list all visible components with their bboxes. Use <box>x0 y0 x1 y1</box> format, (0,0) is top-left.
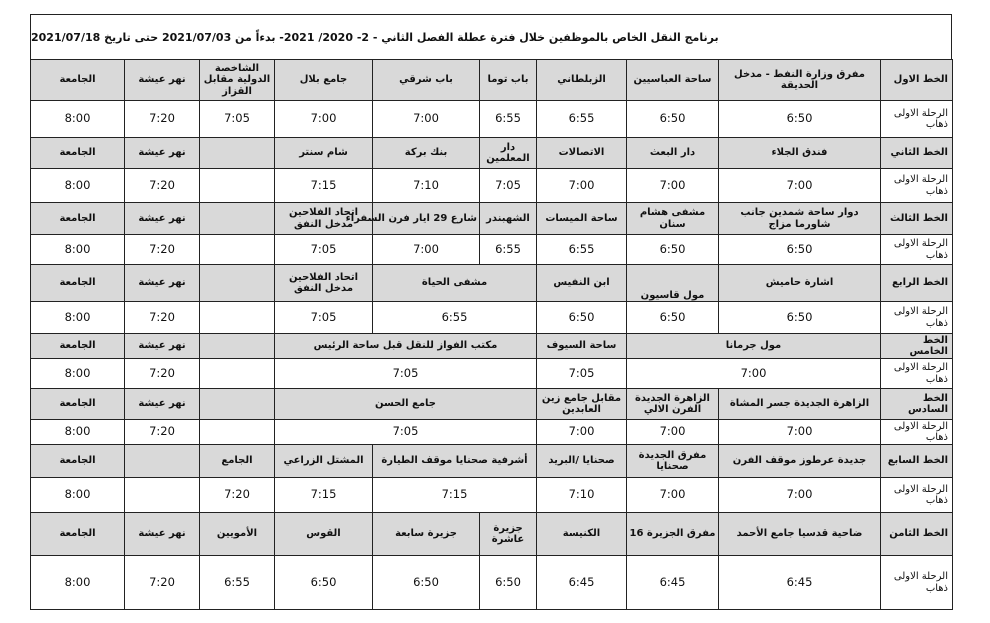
stop-cell: مفرق وزارة النفط - مدخل الحديقة <box>719 60 881 101</box>
stop-cell: الجامعة <box>31 334 125 359</box>
time-cell: 6:50 <box>480 556 537 610</box>
line-2-times-row <box>31 169 953 203</box>
time-cell: 7:20 <box>200 478 275 513</box>
time-cell: 7:20 <box>125 556 200 610</box>
line-7-times-row <box>31 478 953 513</box>
time-cell: 6:50 <box>627 235 719 265</box>
stop-cell: نهر عيشة <box>125 203 200 235</box>
stop-cell <box>125 445 200 478</box>
stop-cell: ساحة السيوف <box>537 334 627 359</box>
stop-cell: باب توما <box>480 60 537 101</box>
stop-cell: الجامعة <box>31 203 125 235</box>
stop-cell <box>200 389 275 420</box>
stop-cell: دار المعلمين <box>480 138 537 169</box>
line-1-stops-row <box>31 60 953 101</box>
stop-cell: جزيرة سابعة <box>373 513 480 556</box>
time-cell: 6:45 <box>627 556 719 610</box>
stop-cell: مفرق الجديدة صحنايا <box>627 445 719 478</box>
line-6-times-row <box>31 420 953 445</box>
stop-cell: مفرق الجزيرة 16 <box>627 513 719 556</box>
time-cell: 6:55 <box>200 556 275 610</box>
stop-cell: الجامع <box>200 445 275 478</box>
stop-cell: ساحة الميسات <box>537 203 627 235</box>
stop-cell: الكنيسة <box>537 513 627 556</box>
line-name: الخط الثاني <box>881 138 953 169</box>
time-cell: 6:55 <box>537 101 627 138</box>
stop-cell: الزبلطاني <box>537 60 627 101</box>
time-cell: 8:00 <box>31 101 125 138</box>
time-cell: 7:15 <box>275 169 373 203</box>
stop-cell: الزاهرة الجديدة الفرن الالي <box>627 389 719 420</box>
stop-cell: مول قاسيون <box>627 265 719 302</box>
line-7-stops-row <box>31 445 953 478</box>
time-cell: 6:50 <box>719 302 881 334</box>
line-8-stops-row <box>31 513 953 556</box>
time-cell: 6:50 <box>627 101 719 138</box>
stop-cell: جزيرة عاشرة <box>480 513 537 556</box>
stop-cell: نهر عيشة <box>125 334 200 359</box>
trip-label: الرحلة الاولى ذهاب <box>881 420 953 445</box>
line-5-stops-row <box>31 334 953 359</box>
time-cell: 7:20 <box>125 359 200 389</box>
time-cell: 7:00 <box>627 169 719 203</box>
time-cell: 7:10 <box>537 478 627 513</box>
line-4-stops-row <box>31 265 953 302</box>
stop-cell: مشفى هشام سنان <box>627 203 719 235</box>
stop-cell: جديدة عرطوز موقف الفرن <box>719 445 881 478</box>
time-cell <box>200 302 275 334</box>
line-2-stops-row <box>31 138 953 169</box>
line-name: الخط الخامس <box>881 334 953 359</box>
stop-cell: الزاهرة الجديدة جسر المشاة <box>719 389 881 420</box>
line-3-stops-row <box>31 203 953 235</box>
time-cell: 7:00 <box>627 420 719 445</box>
time-cell: 7:20 <box>125 420 200 445</box>
stop-cell: صحنايا /البريد <box>537 445 627 478</box>
stop-cell: جامع الحسن <box>275 389 537 420</box>
stop-cell: دوار ساحة شمدين جانب شاورما مزاج <box>719 203 881 235</box>
trip-label: الرحلة الاولى ذهاب <box>881 556 953 610</box>
time-cell <box>200 420 275 445</box>
stop-cell <box>200 334 275 359</box>
line-name: الخط السابع <box>881 445 953 478</box>
stop-cell <box>200 203 275 235</box>
time-cell: 7:05 <box>275 359 537 389</box>
time-cell: 6:50 <box>373 556 480 610</box>
line-name: الخط الاول <box>881 60 953 101</box>
trip-label: الرحلة الاولى ذهاب <box>881 478 953 513</box>
time-cell: 6:55 <box>480 235 537 265</box>
line-8-times-row <box>31 556 953 610</box>
line-name: الخط الثالث <box>881 203 953 235</box>
trip-label: الرحلة الاولى ذهاب <box>881 235 953 265</box>
time-cell: 8:00 <box>31 235 125 265</box>
time-cell: 7:20 <box>125 101 200 138</box>
stop-cell: الشهبندر <box>480 203 537 235</box>
time-cell: 7:05 <box>200 101 275 138</box>
stop-cell: الجامعة <box>31 445 125 478</box>
trip-label: الرحلة الاولى ذهاب <box>881 302 953 334</box>
line-4-times-row <box>31 302 953 334</box>
time-cell: 7:15 <box>275 478 373 513</box>
stop-cell: ساحة العباسيين <box>627 60 719 101</box>
stop-cell: اتحاد الفلاحين مدخل النفق <box>275 203 373 235</box>
stop-cell: الجامعة <box>31 389 125 420</box>
time-cell: 7:05 <box>275 420 537 445</box>
line-5-times-row <box>31 359 953 389</box>
time-cell: 6:50 <box>719 101 881 138</box>
stop-cell: الأمويين <box>200 513 275 556</box>
stop-cell: شارع 29 ايار فرن السفراء <box>373 203 480 235</box>
stop-cell: الجامعة <box>31 265 125 302</box>
time-cell: 7:00 <box>719 169 881 203</box>
stop-cell: مشفى الحياة <box>373 265 537 302</box>
time-cell: 6:50 <box>719 235 881 265</box>
time-cell <box>200 169 275 203</box>
trip-label: الرحلة الاولى ذهاب <box>881 169 953 203</box>
time-cell <box>200 359 275 389</box>
line-name: الخط السادس <box>881 389 953 420</box>
line-1-times-row <box>31 101 953 138</box>
time-cell: 7:20 <box>125 169 200 203</box>
stop-cell: الجامعة <box>31 60 125 101</box>
time-cell: 8:00 <box>31 420 125 445</box>
stop-cell: مقابل جامع زين العابدين <box>537 389 627 420</box>
stop-cell: مول جرمانا <box>627 334 881 359</box>
stop-cell: نهر عيشة <box>125 389 200 420</box>
stop-cell: ضاحية قدسيا جامع الأحمد <box>719 513 881 556</box>
line-6-stops-row <box>31 389 953 420</box>
stop-cell: الجامعة <box>31 513 125 556</box>
time-cell: 6:55 <box>537 235 627 265</box>
stop-cell <box>200 138 275 169</box>
schedule-table <box>30 59 953 610</box>
stop-cell: باب شرقي <box>373 60 480 101</box>
time-cell: 7:00 <box>373 235 480 265</box>
stop-cell: نهر عيشة <box>125 265 200 302</box>
trip-label: الرحلة الاولى ذهاب <box>881 359 953 389</box>
time-cell: 8:00 <box>31 302 125 334</box>
stop-cell: نهر عيشة <box>125 60 200 101</box>
trip-label: الرحلة الاولى ذهاب <box>881 101 953 138</box>
time-cell: 7:00 <box>373 101 480 138</box>
time-cell: 7:00 <box>627 359 881 389</box>
time-cell: 6:45 <box>719 556 881 610</box>
stop-cell: المشتل الزراعي <box>275 445 373 478</box>
time-cell: 7:10 <box>373 169 480 203</box>
time-cell: 6:55 <box>373 302 537 334</box>
time-cell: 8:00 <box>31 169 125 203</box>
time-cell: 6:45 <box>537 556 627 610</box>
time-cell: 6:50 <box>275 556 373 610</box>
time-cell: 7:00 <box>719 478 881 513</box>
line-3-times-row <box>31 235 953 265</box>
time-cell: 7:00 <box>275 101 373 138</box>
stop-cell: نهر عيشة <box>125 138 200 169</box>
stop-cell: فندق الجلاء <box>719 138 881 169</box>
stop-cell: نهر عيشة <box>125 513 200 556</box>
stop-cell: دار البعث <box>627 138 719 169</box>
time-cell: 6:55 <box>480 101 537 138</box>
time-cell: 7:05 <box>275 235 373 265</box>
stop-cell: بنك بركة <box>373 138 480 169</box>
schedule-title: برنامج النقل الخاص بالموظفين خلال فترة عطلة الفصل الثاني - 2- 2020/ 2021- بدءاً من 2021/07/03 حتى تاريخ 2021/07/18 <box>30 14 952 59</box>
stop-cell <box>200 265 275 302</box>
time-cell: 7:00 <box>719 420 881 445</box>
time-cell: 7:00 <box>537 420 627 445</box>
time-cell <box>125 478 200 513</box>
time-cell: 6:50 <box>537 302 627 334</box>
schedule-sheet <box>30 14 952 610</box>
stop-cell: أشرفية صحنايا موقف الطيارة <box>373 445 537 478</box>
stop-cell: الاتصالات <box>537 138 627 169</box>
time-cell: 7:20 <box>125 235 200 265</box>
time-cell: 8:00 <box>31 556 125 610</box>
stop-cell: الجامعة <box>31 138 125 169</box>
stop-cell: شام سنتر <box>275 138 373 169</box>
stop-cell: الشاخصة الدولية مقابل القزاز <box>200 60 275 101</box>
time-cell: 7:15 <box>373 478 537 513</box>
time-cell: 7:05 <box>537 359 627 389</box>
stop-cell: القوس <box>275 513 373 556</box>
time-cell: 7:00 <box>627 478 719 513</box>
time-cell: 7:00 <box>537 169 627 203</box>
time-cell: 7:20 <box>125 302 200 334</box>
stop-cell: ابن النفيس <box>537 265 627 302</box>
time-cell <box>200 235 275 265</box>
line-name: الخط الرابع <box>881 265 953 302</box>
stop-cell: مكتب الفواز للنقل قبل ساحة الرئيس <box>275 334 537 359</box>
stop-cell: جامع بلال <box>275 60 373 101</box>
time-cell: 8:00 <box>31 478 125 513</box>
time-cell: 6:50 <box>627 302 719 334</box>
time-cell: 8:00 <box>31 359 125 389</box>
time-cell: 7:05 <box>480 169 537 203</box>
time-cell: 7:05 <box>275 302 373 334</box>
stop-cell: اتحاد الفلاحين مدخل النفق <box>275 265 373 302</box>
stop-cell: اشارة حاميش <box>719 265 881 302</box>
line-name: الخط الثامن <box>881 513 953 556</box>
